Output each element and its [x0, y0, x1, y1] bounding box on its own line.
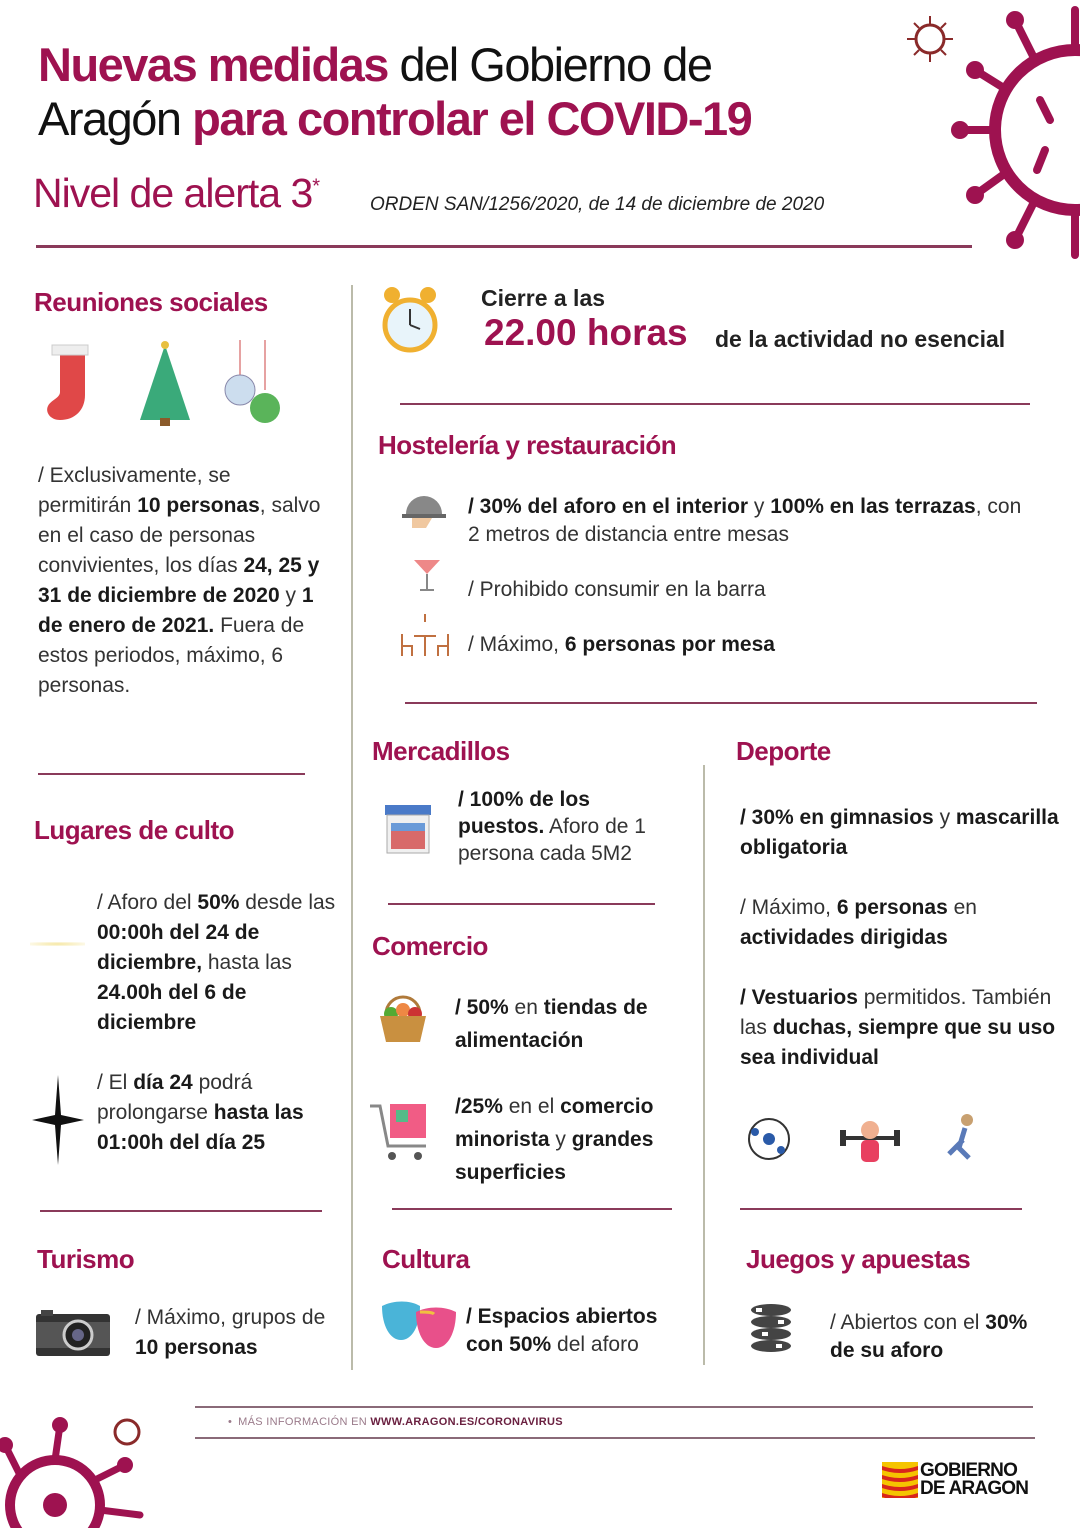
reuniones-text [38, 461, 323, 701]
bold-text: tiendas de alimentación [455, 996, 648, 1052]
mercadillos-title: Mercadillos [372, 736, 510, 766]
christmas-icons [40, 340, 290, 430]
text-segment: , con 2 metros de distancia entre mesas [468, 495, 1022, 546]
runner-icon [949, 1114, 973, 1158]
small-virus-icon [905, 14, 955, 64]
text-segment: / Máximo, [468, 633, 565, 656]
culto-text-2 [97, 1068, 342, 1158]
turismo-title: Turismo [37, 1244, 135, 1274]
deporte-item-3 [740, 983, 1070, 1073]
deporte-item-2 [740, 893, 1040, 953]
bold-text: duchas, siempre que su uso sea individual [740, 1016, 1056, 1069]
bold-text: 6 personas [836, 896, 948, 919]
text-segment: en [947, 896, 977, 919]
casino-chips-icon [748, 1302, 794, 1358]
bold-text: 50% [197, 891, 240, 914]
alert-level [33, 170, 319, 217]
bold-text: / 30% en gimnasios [740, 806, 934, 829]
bold-text: / Vestuarios [740, 986, 858, 1009]
order-reference: ORDEN SAN/1256/2020, de 14 de diciembre de 2020 [370, 194, 825, 215]
bold-text: 30% de su aforo [830, 1311, 1028, 1362]
turismo-text [135, 1303, 335, 1363]
bold-text: comercio minorista [455, 1095, 654, 1151]
grocery-basket-icon [376, 992, 430, 1046]
theater-masks-icon [380, 1300, 458, 1354]
cierre-hour: 22.00 horas [484, 312, 688, 353]
divider [392, 1208, 672, 1210]
divider [405, 702, 1037, 704]
divider [388, 903, 655, 905]
sport-icons [745, 1112, 985, 1170]
divider [400, 403, 1030, 405]
title-line-2 [38, 92, 751, 146]
bold-text: 1 de enero de 2021. [38, 584, 314, 637]
text-segment: desde las [239, 891, 336, 914]
alert-asterisk: * [312, 175, 320, 198]
text-segment: y [549, 1128, 572, 1151]
hosteleria-title: Hostelería y restauración [378, 430, 677, 460]
hosteleria-item-1 [468, 493, 1038, 549]
deporte-title: Deporte [736, 736, 831, 766]
text-segment: Fuera de estos periodos, máximo, 6 personas. [38, 614, 305, 697]
text-segment: Aragón [38, 92, 193, 145]
text-segment: / Aforo del [97, 891, 198, 914]
text-segment: en el [502, 1095, 561, 1118]
gobierno-aragon-logo [882, 1462, 1038, 1498]
bold-text: día 24 [133, 1071, 193, 1094]
cultura-title: Cultura [382, 1244, 470, 1274]
main-title [38, 38, 751, 146]
bold-text: grandes superficies [455, 1128, 654, 1184]
bold-text: / 30% del aforo en el interior [468, 495, 749, 518]
bold-text: 00:00h del 24 de diciembre, [97, 921, 260, 974]
text-segment: y [748, 495, 771, 518]
reuniones-title: Reuniones sociales [34, 287, 268, 317]
juegos-text [830, 1309, 1030, 1365]
hosteleria-item-2 [468, 575, 766, 605]
bold-text: 24.00h del 6 de diciembre [97, 981, 247, 1034]
mercadillos-text [458, 786, 678, 867]
bold-text: 10 personas [135, 1336, 258, 1359]
text-segment: , salvo en el caso de personas convivientes, los días [38, 494, 321, 577]
bold-text: 24, 25 y 31 de diciembre de 2020 [38, 554, 320, 607]
logo-text: GOBIERNO DE ARAGON [920, 1460, 1029, 1499]
text-segment: Aforo de 1 persona cada 5M2 [458, 815, 646, 865]
more-info-link[interactable]: WWW.ARAGON.ES/CORONAVIRUS [370, 1416, 563, 1428]
juegos-title: Juegos y apuestas [746, 1244, 971, 1274]
text-segment: / El [97, 1071, 134, 1094]
footer-divider-bottom [195, 1437, 1035, 1439]
text-segment: / Máximo, grupos de [135, 1306, 326, 1329]
header-divider [36, 245, 972, 248]
ornaments-icon [225, 340, 280, 423]
market-stall-icon [383, 803, 433, 855]
cultura-text [466, 1303, 696, 1359]
bold-text: mascarilla obligatoria [740, 806, 1059, 859]
text-segment: del aforo [551, 1333, 639, 1356]
deporte-item-1 [740, 803, 1060, 863]
shopping-cart-icon [368, 1100, 432, 1166]
divider [740, 1208, 1022, 1210]
text-segment: permitidos. También las [740, 986, 1052, 1039]
bold-text: 10 personas [137, 494, 260, 517]
table-icon [400, 612, 450, 658]
bold-text: / 50% [455, 996, 509, 1019]
text-segment: y [933, 806, 956, 829]
culto-title: Lugares de culto [34, 815, 235, 845]
text-segment: en [508, 996, 544, 1019]
aragon-flag-icon [882, 1462, 918, 1498]
camera-icon [36, 1310, 110, 1356]
text-segment: / Abiertos con el [830, 1311, 986, 1334]
comercio-item-2 [455, 1090, 700, 1189]
sparkle-icon [30, 942, 85, 946]
bold-text: / 100% de los puestos. [458, 788, 590, 838]
cierre-line1: Cierre a las [481, 285, 606, 311]
more-info-prefix: MÁS INFORMACIÓN EN [238, 1416, 371, 1428]
divider [38, 773, 305, 775]
bold-text: / Espacios abiertos con 50% [466, 1305, 658, 1356]
soccer-ball-icon [749, 1119, 789, 1159]
text-segment: y [279, 584, 302, 607]
bold-text: 100% en las terrazas [770, 495, 976, 518]
cocktail-icon [412, 552, 442, 594]
divider [40, 1210, 322, 1212]
culto-text-1 [97, 888, 345, 1038]
text-segment: / Prohibido consumir en la barra [468, 578, 766, 601]
virus-icon [945, 0, 1080, 265]
star-icon [32, 1075, 84, 1165]
cierre-rest: de la actividad no esencial [715, 326, 1006, 352]
alert-level-text: Nivel de alerta 3 [33, 170, 313, 216]
column-divider-2 [703, 765, 705, 1365]
text-segment: hasta las [202, 951, 292, 974]
text-segment: del Gobierno de [387, 38, 712, 91]
bold-text: Nuevas medidas [38, 38, 388, 91]
text-segment: / Exclusivamente, se permitirán [38, 464, 231, 517]
more-info: • MÁS INFORMACIÓN EN WWW.ARAGON.ES/CORONAVIRUS [228, 1416, 563, 1428]
comercio-item-1 [455, 991, 695, 1057]
comercio-title: Comercio [372, 931, 488, 961]
hosteleria-item-3 [468, 630, 775, 660]
bold-text: /25% [455, 1095, 503, 1118]
stocking-icon [47, 345, 88, 420]
text-segment: / Máximo, [740, 896, 837, 919]
bold-text: hasta las 01:00h del día 25 [97, 1101, 304, 1154]
column-divider-1 [351, 285, 353, 1370]
bold-text: 6 personas por mesa [564, 633, 775, 656]
bold-text: para controlar el COVID-19 [192, 92, 752, 145]
title-line-1 [38, 38, 751, 92]
text-segment: podrá prolongarse [97, 1071, 253, 1124]
cloche-icon [402, 490, 446, 530]
christmas-tree-icon [140, 341, 190, 426]
footer-divider-top [195, 1406, 1033, 1408]
virus-bottom-icon [0, 1410, 150, 1528]
weightlifter-icon [840, 1121, 900, 1162]
bold-text: actividades dirigidas [740, 926, 948, 949]
alarm-clock-icon [380, 283, 440, 358]
